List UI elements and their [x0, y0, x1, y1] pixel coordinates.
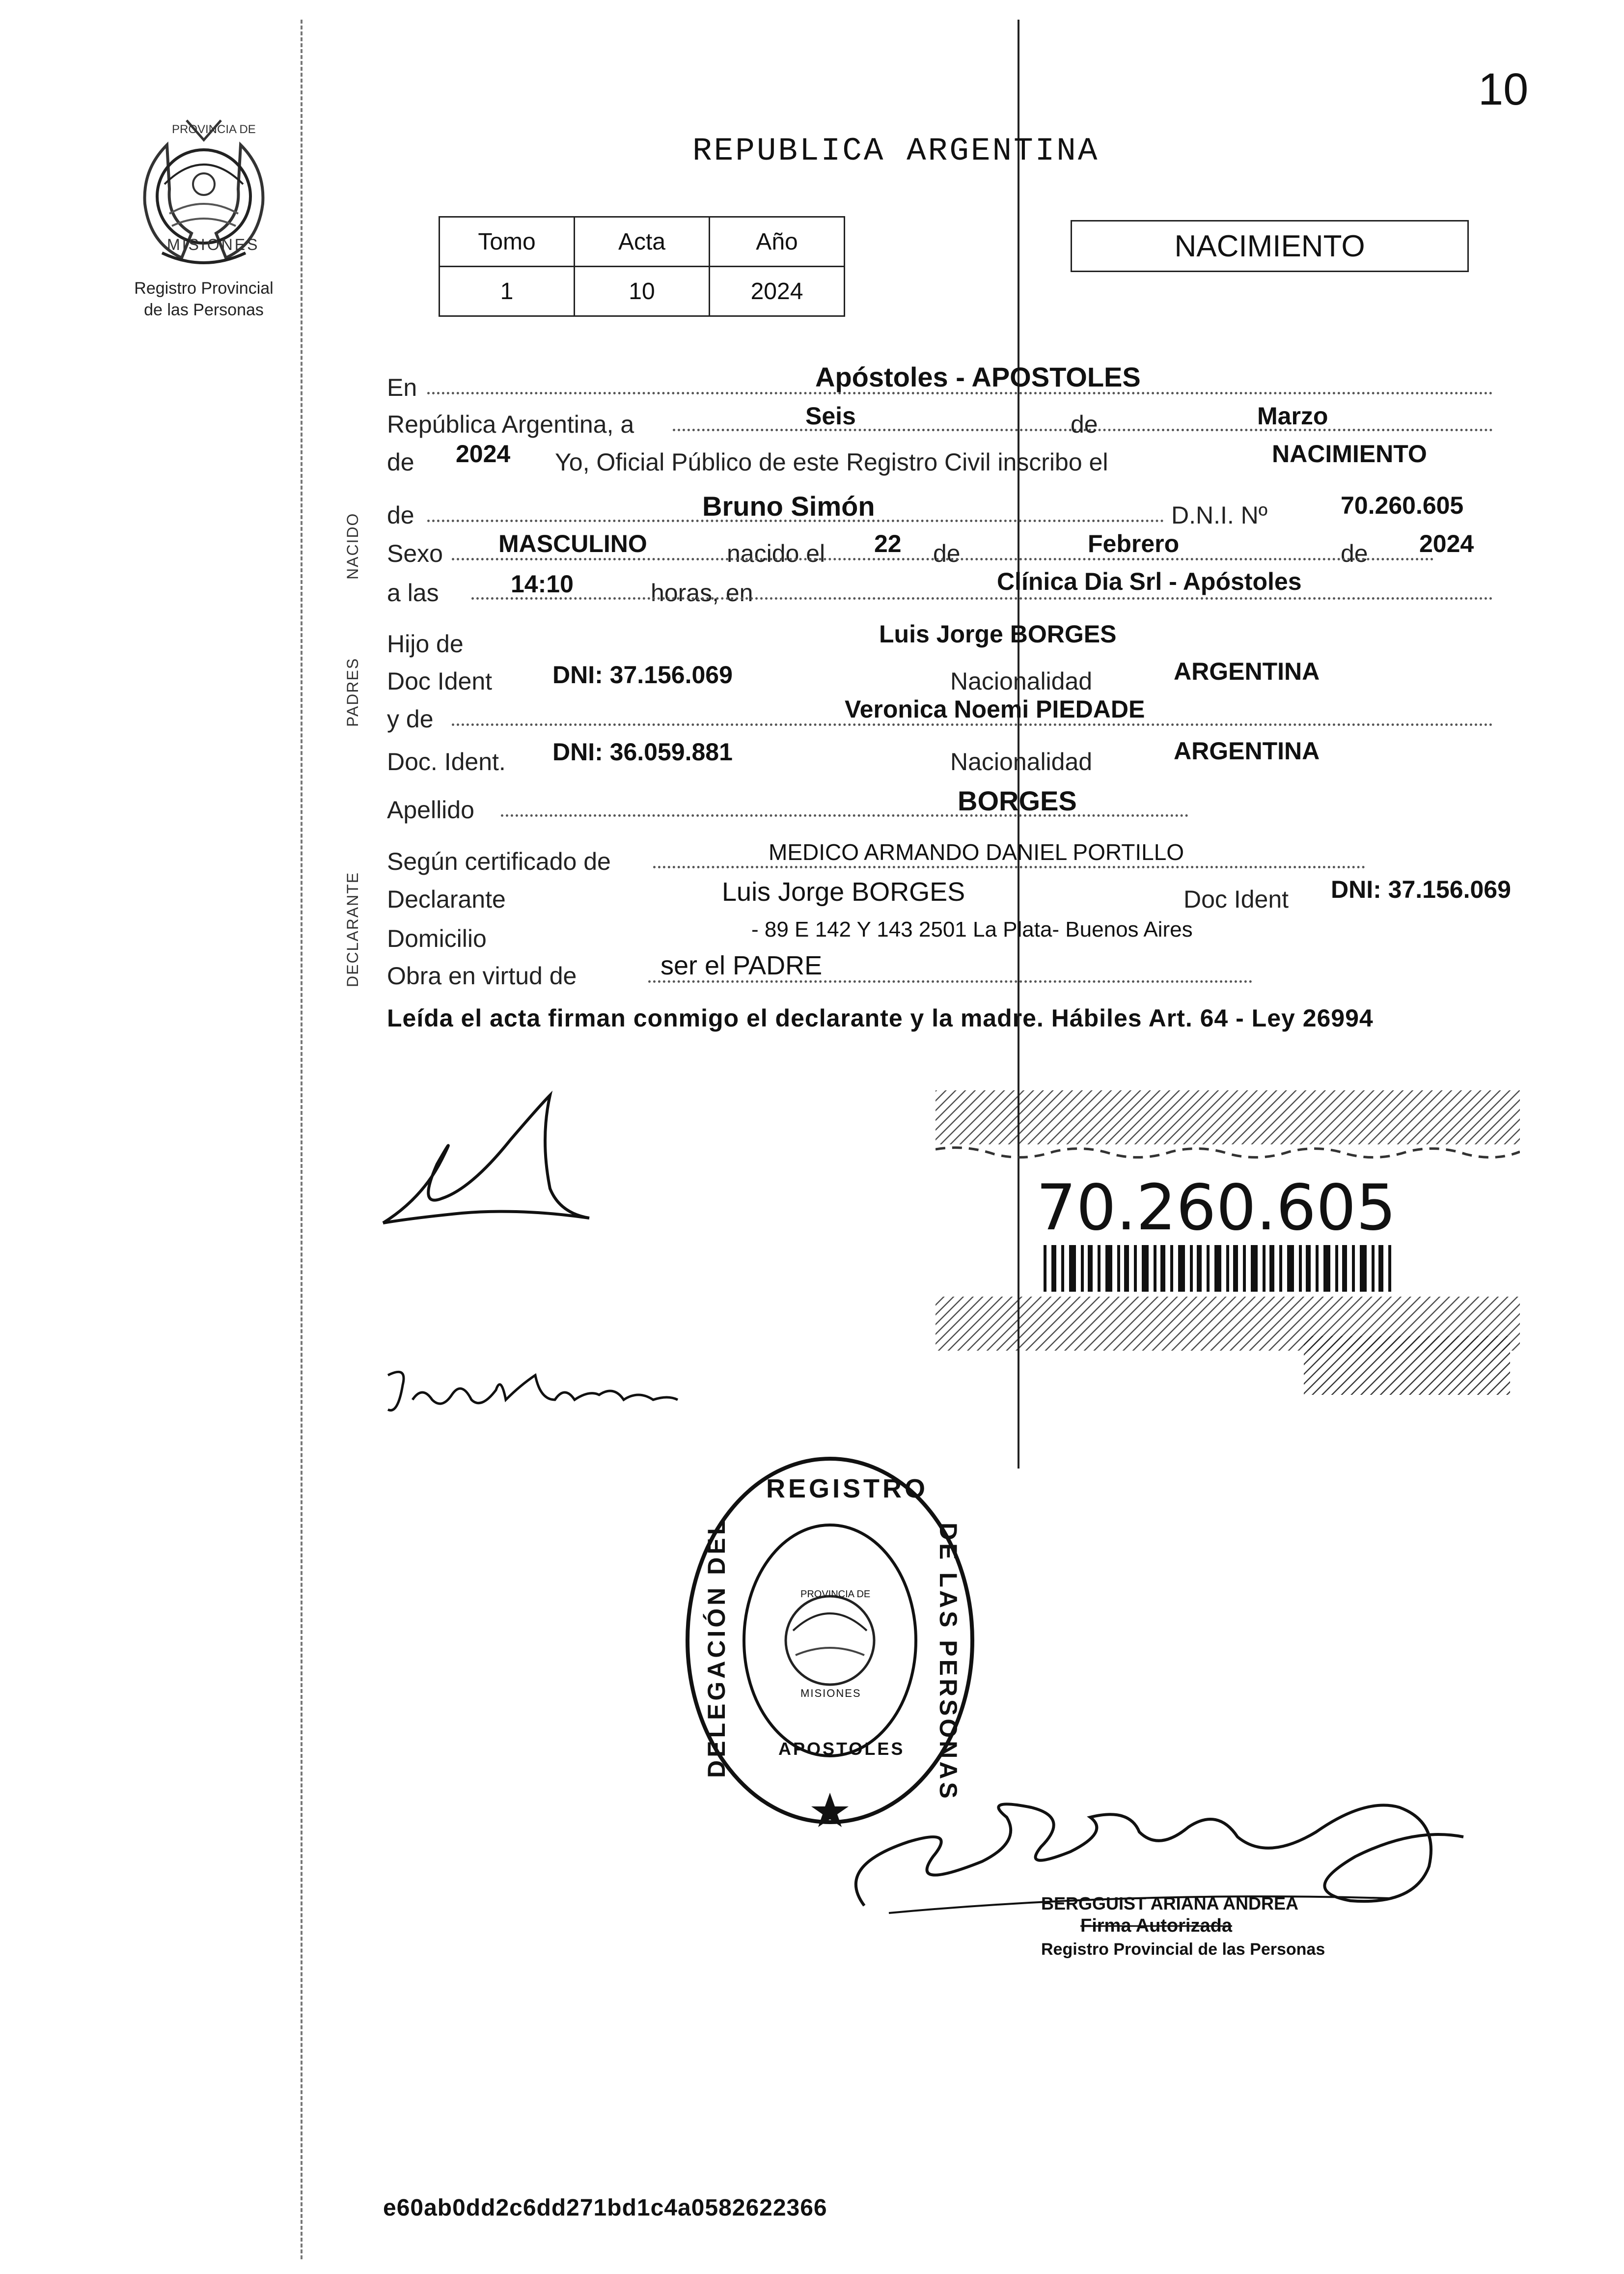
de-label-2: de — [387, 448, 414, 476]
year-value: 2024 — [456, 440, 511, 468]
mother-nationality-label: Nacionalidad — [950, 748, 1093, 776]
page-title: REPUBLICA ARGENTINA — [692, 133, 1100, 169]
seal-bottom-text: APOSTOLES — [778, 1739, 905, 1759]
barcode-icon — [1044, 1245, 1391, 1292]
domicilio-value: - 89 E 142 Y 143 2501 La Plata- Buenos Aires — [751, 917, 1193, 942]
seal-left-text: DELEGACIÓN DEL — [703, 1517, 730, 1778]
mother-dni-value: DNI: 36.059.881 — [552, 738, 733, 766]
seal-top-text: REGISTRO — [766, 1474, 929, 1503]
father-nationality-label: Nacionalidad — [950, 667, 1093, 695]
declarante-doc-label: Doc Ident — [1184, 886, 1289, 913]
hijo-label: Hijo de — [387, 630, 464, 658]
birth-month-value: Febrero — [1088, 530, 1180, 557]
nacido-label: nacido el — [727, 540, 826, 567]
certificado-value: MEDICO ARMANDO DANIEL PORTILLO — [769, 839, 1184, 865]
birth-place-value: Clínica Dia Srl - Apóstoles — [997, 568, 1302, 595]
logo-caption-1: Registro Provincial — [134, 279, 274, 298]
place-value: Apóstoles - APOSTOLES — [815, 361, 1141, 392]
side-label-declarante: DECLARANTE — [344, 871, 361, 987]
acta-value: 10 — [575, 267, 710, 316]
day-value: Seis — [805, 402, 856, 430]
side-label-nacido: NACIDO — [344, 512, 361, 580]
obra-label: Obra en virtud de — [387, 962, 577, 990]
name-value: Bruno Simón — [702, 491, 875, 522]
logo-text-bottom: MISIONES — [167, 236, 260, 253]
side-label-padres: PADRES — [344, 657, 361, 727]
declarant-signature — [363, 1081, 619, 1238]
signer-name: BERGGUIST ARIANA ANDREA — [1041, 1893, 1299, 1913]
sexo-value: MASCULINO — [498, 530, 647, 557]
acta-header: Acta — [575, 217, 710, 267]
registry-table — [439, 216, 845, 317]
de-label-4: de — [1341, 540, 1368, 567]
yde-label: y de — [387, 705, 434, 733]
anio-value: 2024 — [710, 267, 845, 316]
seal-inner-top: PROVINCIA DE — [800, 1589, 871, 1600]
domicilio-label: Domicilio — [387, 925, 487, 952]
name-label: de — [387, 501, 414, 529]
de-label-3: de — [933, 540, 961, 567]
mother-nationality-value: ARGENTINA — [1174, 737, 1320, 765]
declarante-value: Luis Jorge BORGES — [722, 877, 965, 907]
time-dots — [471, 597, 1493, 600]
time-value: 14:10 — [511, 570, 574, 598]
de-label-1: de — [1071, 411, 1098, 438]
dni-value: 70.260.605 — [1341, 492, 1464, 519]
apellido-dots — [501, 814, 1188, 817]
sexo-label: Sexo — [387, 540, 443, 567]
month-value: Marzo — [1257, 402, 1328, 430]
declarante-dni-value: DNI: 37.156.069 — [1331, 876, 1511, 903]
act-type-box — [1071, 220, 1469, 272]
alas-label: a las — [387, 579, 439, 607]
apellido-value: BORGES — [958, 785, 1077, 816]
signer-org: Registro Provincial de las Personas — [1041, 1940, 1325, 1959]
mother-doc-label: Doc. Ident. — [387, 748, 506, 776]
birth-day-value: 22 — [874, 530, 902, 557]
certificado-label: Según certificado de — [387, 848, 611, 875]
margin-line — [301, 20, 305, 2259]
father-nationality-value: ARGENTINA — [1174, 658, 1320, 685]
declarante-label: Declarante — [387, 886, 506, 913]
id-sticker-number: 70.260.605 — [1036, 1171, 1396, 1245]
tomo-value: 1 — [440, 267, 575, 316]
logo-text-top: PROVINCIA DE — [172, 123, 256, 136]
birth-year-value: 2024 — [1419, 530, 1474, 557]
signer-role: Firma Autorizada — [1080, 1915, 1232, 1936]
logo-caption-2: de las Personas — [144, 301, 264, 319]
republica-label: República Argentina, a — [387, 411, 634, 438]
act-inscribed-value: NACIMIENTO — [1272, 440, 1427, 468]
father-dni-value: DNI: 37.156.069 — [552, 661, 733, 689]
mother-signature — [378, 1356, 683, 1429]
sexo-dots — [452, 558, 1434, 560]
tomo-header: Tomo — [440, 217, 575, 267]
apellido-label: Apellido — [387, 796, 474, 824]
certificado-dots — [653, 866, 1365, 868]
father-doc-label: Doc Ident — [387, 667, 493, 695]
dni-label: D.N.I. Nº — [1171, 501, 1268, 529]
act-type: NACIMIENTO — [1174, 229, 1365, 263]
father-value: Luis Jorge BORGES — [879, 620, 1117, 648]
crest-icon — [786, 1596, 874, 1685]
closing-note: Leída el acta firman conmigo el declarante y la madre. Hábiles Art. 64 - Ley 26994 — [387, 1004, 1374, 1032]
mother-dots — [452, 723, 1493, 726]
page-number: 10 — [1478, 64, 1529, 114]
oficial-text: Yo, Oficial Público de este Registro Civil inscribo el — [555, 448, 1108, 476]
mother-value: Veronica Noemi PIEDADE — [845, 695, 1145, 723]
seal-right-text: DE LAS PERSONAS — [935, 1523, 962, 1802]
anio-header: Año — [710, 217, 845, 267]
obra-value: ser el PADRE — [661, 951, 823, 980]
horas-label: horas, en — [651, 579, 753, 607]
en-label: En — [387, 374, 417, 401]
document-hash: e60ab0dd2c6dd271bd1c4a0582622366 — [383, 2195, 827, 2221]
seal-inner-bottom: MISIONES — [800, 1687, 861, 1699]
